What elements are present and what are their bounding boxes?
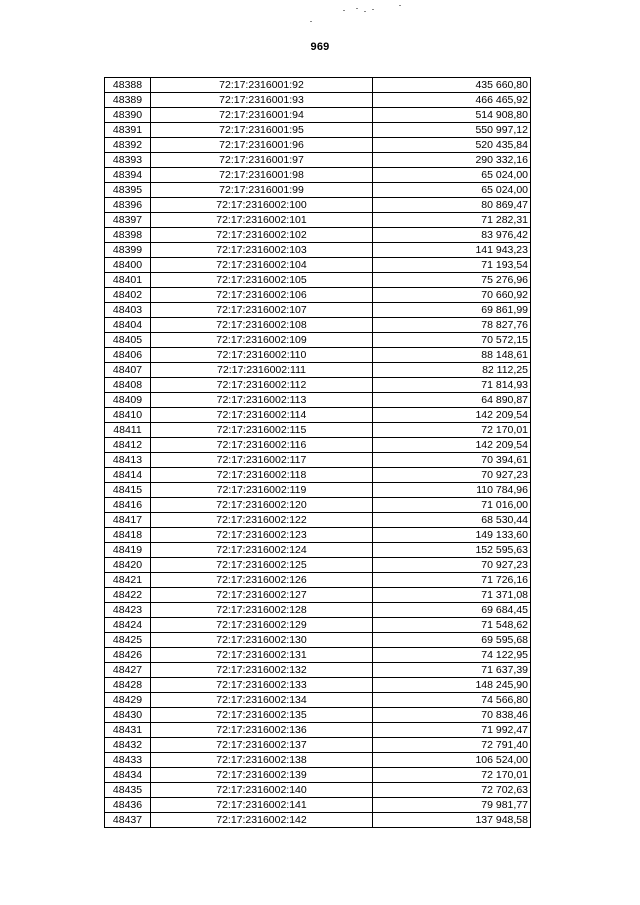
table-row [105,243,531,258]
record-number-cell: 48425 [105,633,151,648]
record-number-cell: 48411 [105,423,151,438]
cadastral-number-cell: 72:17:2316002:129 [151,618,373,633]
table-row [105,363,531,378]
cadastral-number-cell: 72:17:2316002:120 [151,498,373,513]
cadastral-value-cell: 142 209,54 [373,438,531,453]
record-number-cell: 48429 [105,693,151,708]
table-row [105,348,531,363]
record-number-cell: 48434 [105,768,151,783]
cadastral-value-cell: 78 827,76 [373,318,531,333]
cadastral-value-cell: 110 784,96 [373,483,531,498]
cadastral-value-cell: 435 660,80 [373,78,531,93]
table-row [105,783,531,798]
record-number-cell: 48398 [105,228,151,243]
table-row [105,108,531,123]
table-row [105,633,531,648]
table-row [105,123,531,138]
table-row [105,183,531,198]
table-row [105,258,531,273]
table-row [105,408,531,423]
scan-speck [343,10,345,11]
cadastral-number-cell: 72:17:2316002:141 [151,798,373,813]
table-row [105,468,531,483]
cadastral-value-cell: 74 566,80 [373,693,531,708]
record-number-cell: 48419 [105,543,151,558]
record-number-cell: 48408 [105,378,151,393]
cadastral-number-cell: 72:17:2316002:112 [151,378,373,393]
cadastral-value-cell: 70 660,92 [373,288,531,303]
table-row [105,798,531,813]
cadastral-number-cell: 72:17:2316002:131 [151,648,373,663]
cadastral-number-cell: 72:17:2316002:119 [151,483,373,498]
record-number-cell: 48406 [105,348,151,363]
record-number-cell: 48414 [105,468,151,483]
table-row [105,618,531,633]
table-row [105,813,531,828]
table-row [105,228,531,243]
record-number-cell: 48390 [105,108,151,123]
scan-speck [356,8,358,9]
table-row [105,498,531,513]
record-number-cell: 48436 [105,798,151,813]
table-row [105,693,531,708]
table-row [105,393,531,408]
record-number-cell: 48389 [105,93,151,108]
page-number: 969 [310,41,330,53]
table-row [105,198,531,213]
cadastral-value-cell: 70 838,46 [373,708,531,723]
cadastral-number-cell: 72:17:2316002:132 [151,663,373,678]
cadastral-value-cell: 71 193,54 [373,258,531,273]
cadastral-value-cell: 65 024,00 [373,168,531,183]
record-number-cell: 48428 [105,678,151,693]
cadastral-value-cell: 149 133,60 [373,528,531,543]
cadastral-number-cell: 72:17:2316002:105 [151,273,373,288]
cadastral-value-cell: 69 861,99 [373,303,531,318]
table-row [105,648,531,663]
scan-speck [364,11,366,12]
table-row [105,423,531,438]
table-row [105,168,531,183]
record-number-cell: 48402 [105,288,151,303]
record-number-cell: 48423 [105,603,151,618]
cadastral-number-cell: 72:17:2316002:128 [151,603,373,618]
cadastral-value-cell: 75 276,96 [373,273,531,288]
cadastral-number-cell: 72:17:2316002:114 [151,408,373,423]
record-number-cell: 48404 [105,318,151,333]
record-number-cell: 48405 [105,333,151,348]
table-row [105,213,531,228]
record-number-cell: 48397 [105,213,151,228]
record-number-cell: 48413 [105,453,151,468]
cadastral-number-cell: 72:17:2316002:116 [151,438,373,453]
record-number-cell: 48415 [105,483,151,498]
cadastral-value-cell: 71 814,93 [373,378,531,393]
table-row [105,93,531,108]
cadastral-number-cell: 72:17:2316001:96 [151,138,373,153]
cadastral-number-cell: 72:17:2316002:133 [151,678,373,693]
cadastral-number-cell: 72:17:2316002:118 [151,468,373,483]
record-number-cell: 48393 [105,153,151,168]
cadastral-number-cell: 72:17:2316001:92 [151,78,373,93]
cadastral-value-cell: 72 702,63 [373,783,531,798]
cadastral-number-cell: 72:17:2316002:125 [151,558,373,573]
cadastral-value-cell: 71 371,08 [373,588,531,603]
cadastral-value-cell: 74 122,95 [373,648,531,663]
table-row [105,288,531,303]
table-row [105,558,531,573]
cadastral-value-cell: 141 943,23 [373,243,531,258]
table-row [105,738,531,753]
cadastral-number-cell: 72:17:2316002:109 [151,333,373,348]
record-number-cell: 48422 [105,588,151,603]
table-row [105,603,531,618]
record-number-cell: 48431 [105,723,151,738]
cadastral-value-cell: 142 209,54 [373,408,531,423]
table-row [105,483,531,498]
record-number-cell: 48409 [105,393,151,408]
cadastral-value-cell: 106 524,00 [373,753,531,768]
table-row [105,438,531,453]
table-row [105,78,531,93]
cadastral-number-cell: 72:17:2316002:101 [151,213,373,228]
cadastral-number-cell: 72:17:2316001:97 [151,153,373,168]
record-number-cell: 48395 [105,183,151,198]
cadastral-value-cell: 70 927,23 [373,468,531,483]
cadastral-value-cell: 82 112,25 [373,363,531,378]
cadastral-value-cell: 466 465,92 [373,93,531,108]
cadastral-number-cell: 72:17:2316002:136 [151,723,373,738]
cadastral-number-cell: 72:17:2316002:113 [151,393,373,408]
cadastral-value-cell: 520 435,84 [373,138,531,153]
record-number-cell: 48417 [105,513,151,528]
record-number-cell: 48403 [105,303,151,318]
cadastral-number-cell: 72:17:2316002:134 [151,693,373,708]
record-number-cell: 48416 [105,498,151,513]
cadastral-number-cell: 72:17:2316002:102 [151,228,373,243]
table-row [105,318,531,333]
record-number-cell: 48401 [105,273,151,288]
record-number-cell: 48396 [105,198,151,213]
cadastral-value-table [104,77,531,828]
cadastral-value-cell: 80 869,47 [373,198,531,213]
cadastral-value-cell: 71 282,31 [373,213,531,228]
cadastral-number-cell: 72:17:2316002:124 [151,543,373,558]
table-row [105,723,531,738]
table-row [105,753,531,768]
record-number-cell: 48432 [105,738,151,753]
cadastral-number-cell: 72:17:2316002:103 [151,243,373,258]
cadastral-value-cell: 71 548,62 [373,618,531,633]
cadastral-number-cell: 72:17:2316002:137 [151,738,373,753]
cadastral-number-cell: 72:17:2316001:94 [151,108,373,123]
record-number-cell: 48433 [105,753,151,768]
record-number-cell: 48437 [105,813,151,828]
record-number-cell: 48421 [105,573,151,588]
record-number-cell: 48394 [105,168,151,183]
table-row [105,663,531,678]
table-row [105,303,531,318]
record-number-cell: 48427 [105,663,151,678]
record-number-cell: 48399 [105,243,151,258]
cadastral-number-cell: 72:17:2316002:126 [151,573,373,588]
cadastral-value-cell: 71 637,39 [373,663,531,678]
cadastral-value-cell: 70 394,61 [373,453,531,468]
cadastral-value-cell: 72 170,01 [373,768,531,783]
cadastral-number-cell: 72:17:2316002:117 [151,453,373,468]
table-row [105,708,531,723]
cadastral-number-cell: 72:17:2316002:130 [151,633,373,648]
cadastral-number-cell: 72:17:2316002:127 [151,588,373,603]
record-number-cell: 48418 [105,528,151,543]
cadastral-number-cell: 72:17:2316001:98 [151,168,373,183]
cadastral-number-cell: 72:17:2316002:111 [151,363,373,378]
record-number-cell: 48430 [105,708,151,723]
record-number-cell: 48400 [105,258,151,273]
record-number-cell: 48412 [105,438,151,453]
cadastral-number-cell: 72:17:2316002:108 [151,318,373,333]
cadastral-number-cell: 72:17:2316002:139 [151,768,373,783]
cadastral-value-cell: 69 684,45 [373,603,531,618]
record-number-cell: 48410 [105,408,151,423]
table-row [105,378,531,393]
cadastral-number-cell: 72:17:2316002:104 [151,258,373,273]
cadastral-number-cell: 72:17:2316002:115 [151,423,373,438]
cadastral-number-cell: 72:17:2316002:110 [151,348,373,363]
table-body [105,78,531,828]
cadastral-value-cell: 69 595,68 [373,633,531,648]
record-number-cell: 48424 [105,618,151,633]
record-number-cell: 48391 [105,123,151,138]
cadastral-value-cell: 71 016,00 [373,498,531,513]
record-number-cell: 48388 [105,78,151,93]
cadastral-value-cell: 550 997,12 [373,123,531,138]
cadastral-number-cell: 72:17:2316001:93 [151,93,373,108]
cadastral-number-cell: 72:17:2316002:122 [151,513,373,528]
cadastral-value-cell: 72 170,01 [373,423,531,438]
cadastral-number-cell: 72:17:2316002:107 [151,303,373,318]
record-number-cell: 48392 [105,138,151,153]
cadastral-value-cell: 70 927,23 [373,558,531,573]
cadastral-value-cell: 514 908,80 [373,108,531,123]
cadastral-value-cell: 65 024,00 [373,183,531,198]
record-number-cell: 48420 [105,558,151,573]
cadastral-number-cell: 72:17:2316001:95 [151,123,373,138]
table-row [105,528,531,543]
record-number-cell: 48426 [105,648,151,663]
cadastral-number-cell: 72:17:2316002:123 [151,528,373,543]
cadastral-value-cell: 71 992,47 [373,723,531,738]
cadastral-value-cell: 70 572,15 [373,333,531,348]
cadastral-value-cell: 137 948,58 [373,813,531,828]
table-row [105,138,531,153]
cadastral-number-cell: 72:17:2316002:100 [151,198,373,213]
cadastral-value-cell: 88 148,61 [373,348,531,363]
cadastral-value-cell: 64 890,87 [373,393,531,408]
record-number-cell: 48435 [105,783,151,798]
table-row [105,588,531,603]
scan-speck [310,21,312,22]
cadastral-value-cell: 148 245,90 [373,678,531,693]
table-row [105,453,531,468]
table-row [105,273,531,288]
cadastral-number-cell: 72:17:2316001:99 [151,183,373,198]
cadastral-number-cell: 72:17:2316002:138 [151,753,373,768]
cadastral-number-cell: 72:17:2316002:140 [151,783,373,798]
cadastral-number-cell: 72:17:2316002:142 [151,813,373,828]
cadastral-value-cell: 68 530,44 [373,513,531,528]
cadastral-value-cell: 72 791,40 [373,738,531,753]
cadastral-value-cell: 152 595,63 [373,543,531,558]
scan-speck [372,9,374,10]
cadastral-value-cell: 83 976,42 [373,228,531,243]
cadastral-number-cell: 72:17:2316002:106 [151,288,373,303]
table-row [105,513,531,528]
record-number-cell: 48407 [105,363,151,378]
table-row [105,678,531,693]
table-row [105,543,531,558]
table-row [105,768,531,783]
table-row [105,333,531,348]
cadastral-number-cell: 72:17:2316002:135 [151,708,373,723]
table-row [105,153,531,168]
table-row [105,573,531,588]
cadastral-value-cell: 79 981,77 [373,798,531,813]
cadastral-value-cell: 71 726,16 [373,573,531,588]
scan-speck [399,5,401,6]
cadastral-value-cell: 290 332,16 [373,153,531,168]
